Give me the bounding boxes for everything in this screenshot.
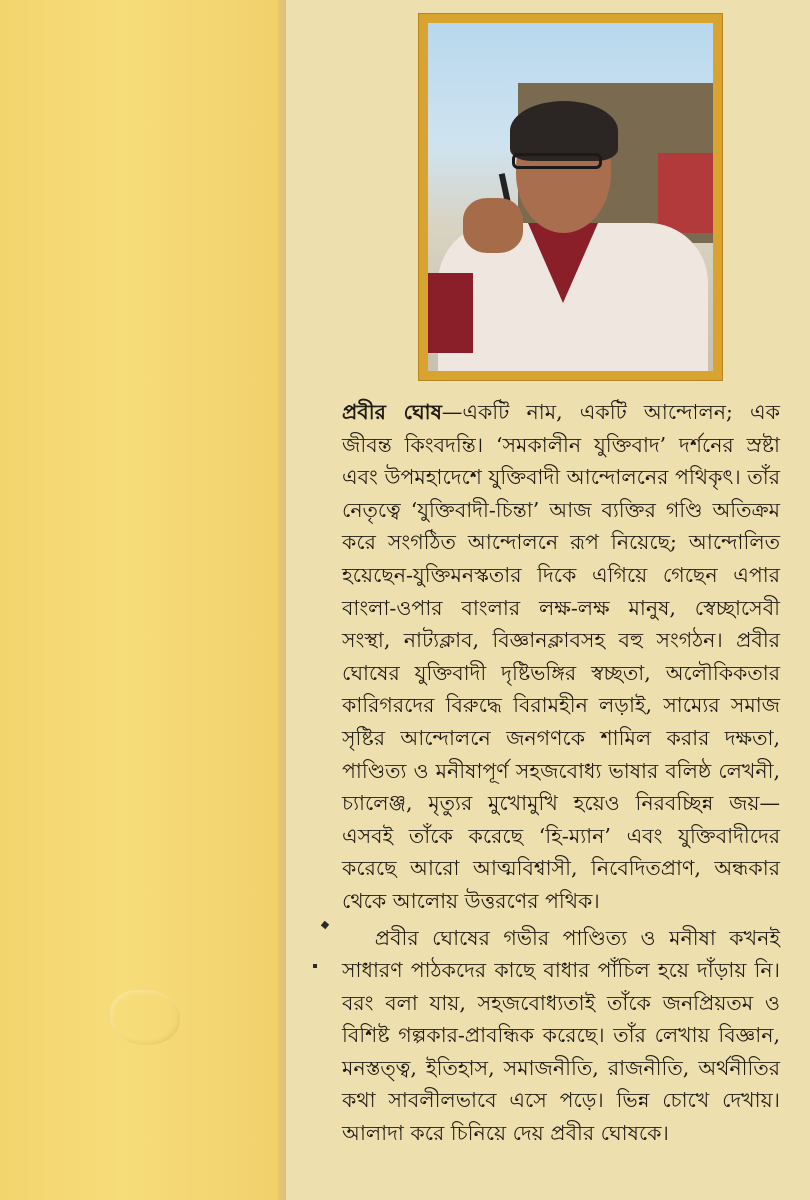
photo-hand bbox=[463, 198, 523, 253]
author-photo bbox=[428, 23, 713, 371]
author-photo-frame bbox=[418, 13, 723, 381]
bio-paragraph-1-text: —একটি নাম, একটি আন্দোলন; এক জীবন্ত কিংবদন্তি। ‘সমকালীন যুক্তিবাদ’ দর্শনের স্রষ্টা এবং উপমহাদেশে যুক্তিবাদী আন্দোলনের পথিকৃৎ। তাঁর নেতৃত্বে ‘যুক্তিবাদী-চিন্তা’ আজ ব্যক্তির গণ্ডি অতিক্রম করে সংগঠিত আন্দোলনে রূপ নিয়েছে; আন্দোলিত হয়েছেন-যুক্তিমনস্কতার দিকে এগিয়ে গেছেন এপার বাংলা-ওপার বাংলার লক্ষ-লক্ষ মানুষ, স্বেচ্ছাসেবী সংস্থা, নাট্যক্লাব, বিজ্ঞানক্লাবসহ বহু সংগঠন। প্রবীর ঘোষের যুক্তিবাদী দৃষ্টিভঙ্গির স্বচ্ছতা, অলৌকিকতার কারিগরদের বিরুদ্ধে বিরামহীন লড়াই, সাম্যের সমাজ সৃষ্টির আন্দোলনে জনগণকে শামিল করার দক্ষতা, পাণ্ডিত্য ও মনীষাপূর্ণ সহজবোধ্য ভাষার বলিষ্ঠ লেখনী, চ্যালেঞ্জ, মৃত্যুর মুখোমুখি হয়েও নিরবচ্ছিন্ন জয়—এসবই তাঁকে করেছে ‘হি-ম্যান’ এবং যুক্তিবাদীদের করেছে আরো আত্মবিশ্বাসী, নিবেদিতপ্রাণ, অন্ধকার থেকে আলোয় উত্তরণের পথিক। bbox=[342, 400, 780, 913]
photo-hair bbox=[510, 101, 618, 161]
bio-paragraph-1 bbox=[342, 396, 780, 918]
author-name: প্রবীর ঘোষ bbox=[342, 400, 442, 424]
embossed-logo bbox=[110, 990, 180, 1045]
photo-glasses bbox=[512, 153, 602, 169]
spine-edge bbox=[278, 0, 286, 1200]
photo-sleeve bbox=[428, 273, 473, 353]
bio-paragraph-2: প্রবীর ঘোষের গভীর পাণ্ডিত্য ও মনীষা কখনই সাধারণ পাঠকদের কাছে বাধার পাঁচিল হয়ে দাঁড়ায় নি। বরং বলা যায়, সহজবোধ্যতাই তাঁকে জনপ্রিয়তম ও বিশিষ্ট গল্পকার-প্রাবন্ধিক করেছে। তাঁর লেখায় বিজ্ঞান, মনস্তত্ত্ব, ইতিহাস, সমাজনীতি, রাজনীতি, অর্থনীতির কথা সাবলীলভাবে এসে পড়ে। ভিন্ন চোখে দেখায়। আলাদা করে চিনিয়ে দেয় প্রবীর ঘোষকে। bbox=[342, 925, 780, 1146]
author-bio bbox=[342, 396, 780, 1150]
print-speck bbox=[313, 964, 317, 968]
photo-background-sign bbox=[658, 153, 713, 233]
